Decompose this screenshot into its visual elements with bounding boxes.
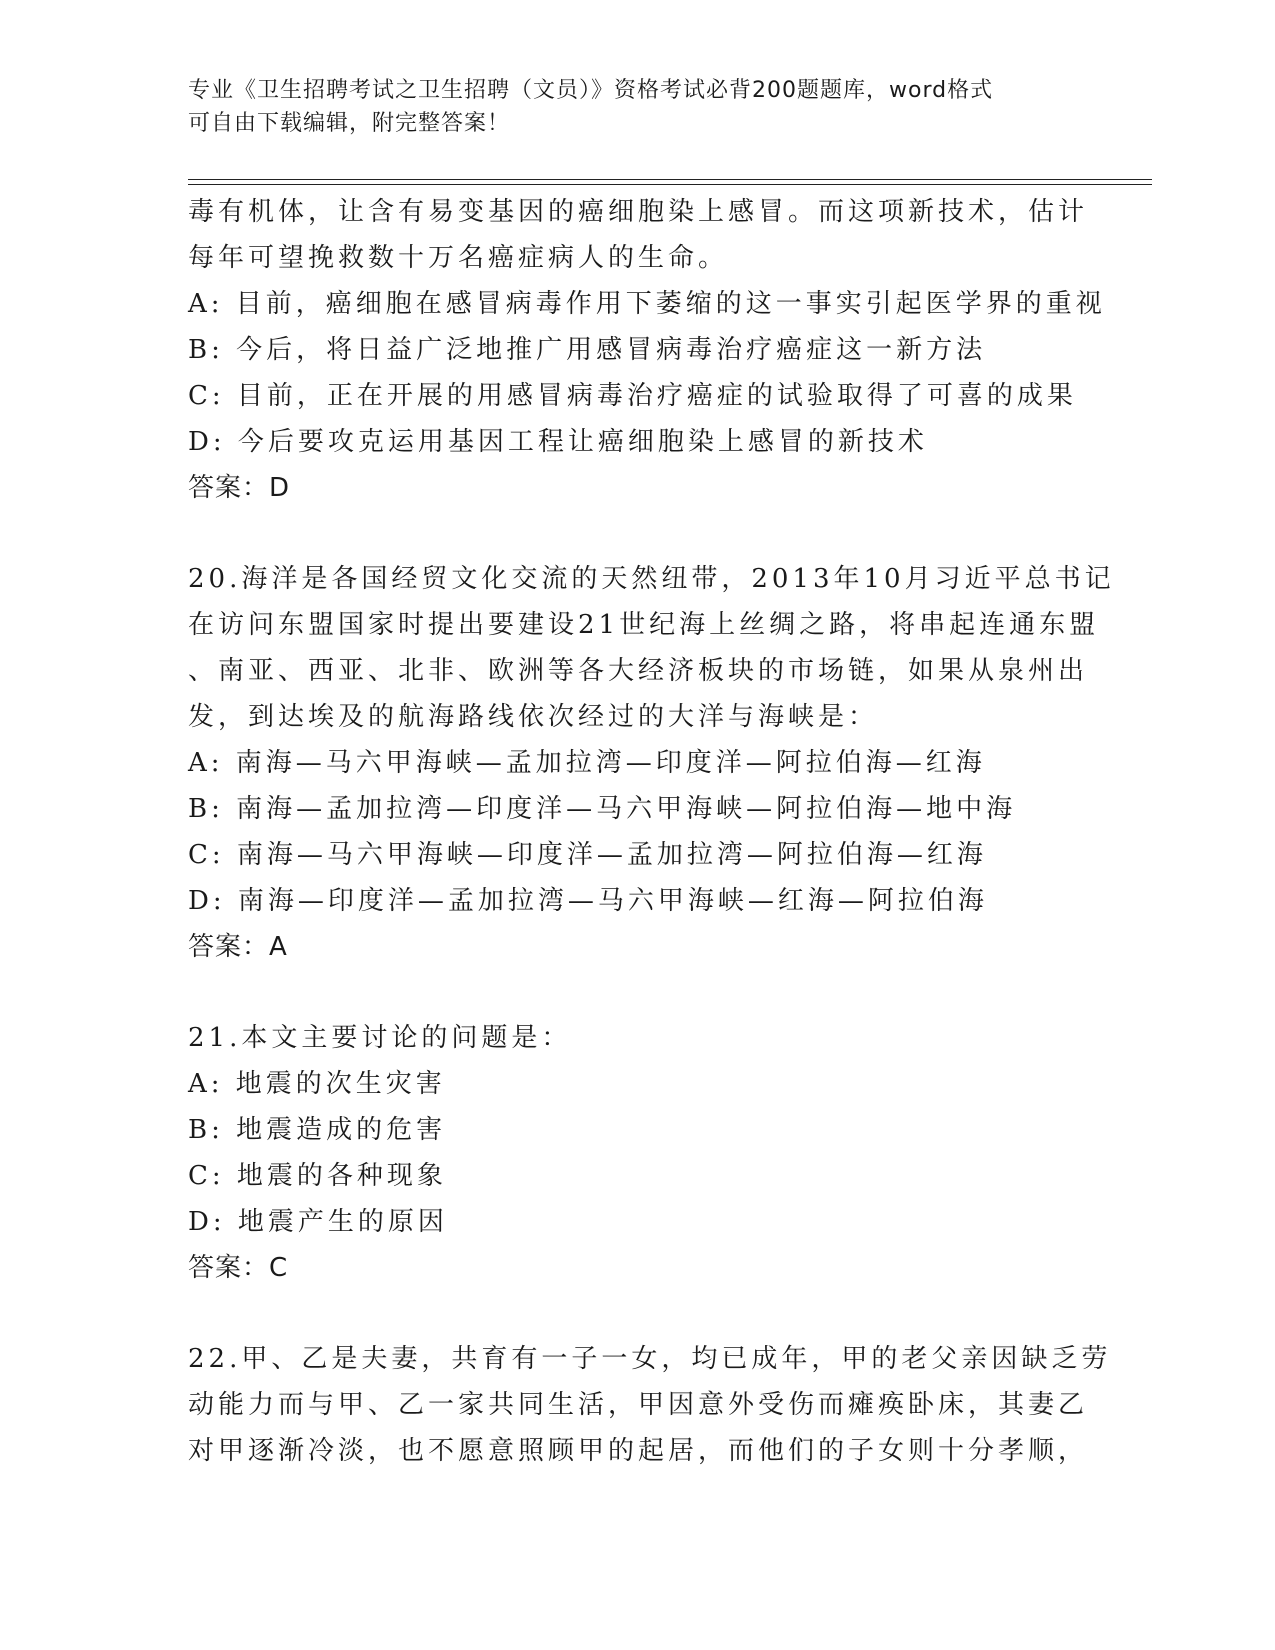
header-divider-top — [188, 179, 1152, 180]
question-spacer — [188, 511, 1108, 556]
option-b: B: 今后，将日益广泛地推广用感冒病毒治疗癌症这一新方法 — [188, 335, 987, 365]
answer-line: 答案：D — [188, 473, 291, 503]
question-text-line: 发，到达埃及的航海路线依次经过的大洋与海峡是： — [188, 702, 879, 732]
option-a: A: 南海—马六甲海峡—孟加拉湾—印度洋—阿拉伯海—红海 — [188, 748, 986, 778]
question-spacer — [188, 970, 1108, 1015]
question-text-line: 20.海洋是各国经贸文化交流的天然纽带，2013年10月习近平总书记 — [188, 564, 1115, 594]
option-d: D: 地震产生的原因 — [188, 1207, 448, 1237]
option-c: C: 目前，正在开展的用感冒病毒治疗癌症的试验取得了可喜的成果 — [188, 381, 1077, 411]
header-title-line-2: 可自由下载编辑，附完整答案！ — [188, 111, 511, 136]
question-text-line: 每年可望挽救数十万名癌症病人的生命。 — [188, 243, 729, 273]
question-text-line: 、南亚、西亚、北非、欧洲等各大经济板块的市场链，如果从泉州出 — [188, 656, 1089, 686]
option-d: D: 南海—印度洋—孟加拉湾—马六甲海峡—红海—阿拉伯海 — [188, 886, 988, 916]
question-19 — [188, 189, 1108, 511]
question-text-line: 毒有机体，让含有易变基因的癌细胞染上感冒。而这项新技术，估计 — [188, 197, 1089, 227]
header-divider-bottom — [188, 184, 1152, 185]
question-spacer — [188, 1291, 1108, 1336]
answer-line: 答案：C — [188, 1253, 289, 1283]
header-title-line-1: 专业《卫生招聘考试之卫生招聘（文员）》资格考试必背200题题库，word格式 — [188, 78, 994, 103]
document-header — [188, 74, 1088, 140]
option-d: D: 今后要攻克运用基因工程让癌细胞染上感冒的新技术 — [188, 427, 928, 457]
option-b: B: 地震造成的危害 — [188, 1115, 447, 1145]
question-text-line: 在访问东盟国家时提出要建设21世纪海上丝绸之路，将串起连通东盟 — [188, 610, 1100, 640]
option-a: A: 地震的次生灾害 — [188, 1069, 446, 1099]
question-21 — [188, 1015, 1108, 1291]
option-c: C: 南海—马六甲海峡—印度洋—孟加拉湾—阿拉伯海—红海 — [188, 840, 987, 870]
option-b: B: 南海—孟加拉湾—印度洋—马六甲海峡—阿拉伯海—地中海 — [188, 794, 1017, 824]
question-text-line: 对甲逐渐冷淡，也不愿意照顾甲的起居，而他们的子女则十分孝顺， — [188, 1436, 1089, 1466]
question-20 — [188, 556, 1115, 970]
question-text-line: 21.本文主要讨论的问题是： — [188, 1023, 572, 1053]
answer-line: 答案：A — [188, 932, 288, 962]
question-text-line: 动能力而与甲、乙一家共同生活，甲因意外受伤而瘫痪卧床，其妻乙 — [188, 1390, 1089, 1420]
document-body — [188, 189, 1115, 1474]
option-a: A: 目前，癌细胞在感冒病毒作用下萎缩的这一事实引起医学界的重视 — [188, 289, 1106, 319]
question-22 — [188, 1336, 1112, 1474]
option-c: C: 地震的各种现象 — [188, 1161, 447, 1191]
question-text-line: 22.甲、乙是夫妻，共育有一子一女，均已成年，甲的老父亲因缺乏劳 — [188, 1344, 1112, 1374]
